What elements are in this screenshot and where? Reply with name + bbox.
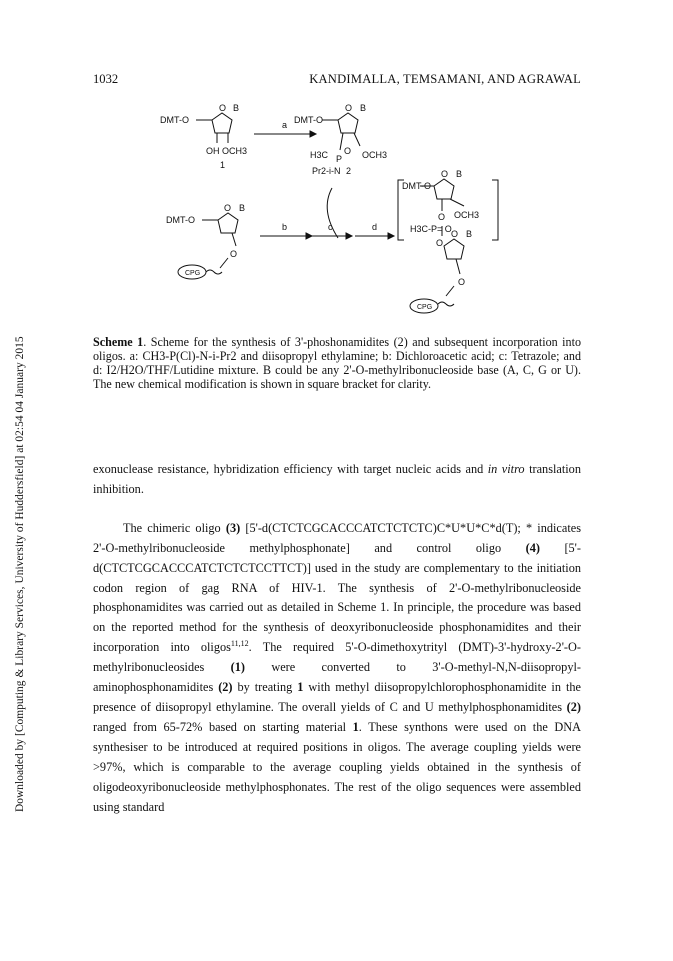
synthesis-scheme [150, 98, 510, 323]
p2-bold-4: (4) [525, 540, 540, 555]
p2-text-d: . The required 5'-O-dimethoxytrityl (DMT)-3'-hydroxy-2'-O-methylribonucleosides [93, 640, 581, 675]
scheme-caption [93, 335, 581, 391]
base-label-3: B [239, 203, 246, 213]
caption-label: Scheme 1 [93, 335, 144, 349]
p2-text-b: [5'-d(CTCTCGCACCCATCTCTCTC)C*U*U*C*d(T); * indicates 2'-O-methylribonucleoside methylphosphonate] and control oligo [93, 520, 582, 555]
base-label-2: B [360, 103, 367, 113]
download-notice-sidebar [2, 0, 26, 961]
p2-text-i: . These synthons were used on the DNA synthesiser to be introduced at required positions in oligos. The average coupling yields were >97%, which is comparable to the average coupling yields obtained in the synthesis of oligodeoxyribonucleoside methylphosphonates. The rest of the oligo sequences were assembled using standard [93, 719, 582, 814]
page-header [93, 72, 581, 88]
ring-oxygen-4: O [441, 169, 449, 179]
p2-bold-3: (3) [225, 520, 241, 535]
base-label-4: B [456, 169, 463, 179]
download-notice: Downloaded by [Computing & Library Services, University of Huddersfield] at 02:54 04 January 2015 [14, 336, 26, 812]
base-label-5: B [466, 229, 473, 239]
base-label-1: B [233, 103, 240, 113]
ribose-ring-1 [212, 113, 232, 133]
p1-text-end: translation inhibition. [93, 462, 581, 496]
p1-italic: in vitro [487, 462, 525, 476]
linker-oxygen-2: O [458, 277, 466, 287]
ring-oxygen-3: O [224, 203, 232, 213]
citation-superscript: 11,12 [230, 639, 249, 649]
ring-oxygen-2: O [345, 103, 353, 113]
step-d-label: d [372, 222, 378, 232]
p2-bold-1: (1) [230, 660, 246, 675]
paragraph-1 [93, 460, 581, 500]
ring-oxygen-5: O [451, 229, 459, 239]
dmt-label-2: DMT-O [294, 115, 323, 125]
dmt-label-1: DMT-O [160, 115, 189, 125]
body-text [93, 460, 581, 817]
paragraph-2 [93, 519, 581, 818]
dmt-label-3: DMT-O [166, 215, 195, 225]
p2-text-g: with methyl diisopropylchlorophosphonamidite in the presence of diisopropyl ethylamine. The overall yields of C and U methylphosphonamidites [93, 680, 581, 714]
phosphonate-oxygen-bottom: O [436, 238, 444, 248]
p2-bold-1c: 1 [352, 719, 359, 734]
p1-text-start: exonuclease resistance, hybridization efficiency with target nucleic acids and [93, 462, 488, 476]
cpg-label-1: CPG [185, 270, 201, 277]
running-head: KANDIMALLA, TEMSAMANI, AND AGRAWAL [309, 72, 581, 86]
cpg-label-2: CPG [417, 304, 433, 311]
phosphonate-oxygen-top: O [438, 212, 446, 222]
dmt-label-4: DMT-O [402, 181, 431, 191]
och3-label-1: OCH3 [362, 150, 388, 160]
p2-bold-2: (2) [218, 680, 233, 695]
p2-bold-2b: (2) [566, 699, 581, 714]
caption-text: . Scheme for the synthesis of 3'-phoshonamidites (2) and subsequent incorporation into oligos. a: CH3-P(Cl)-N-i-Pr2 and diisopropyl ethylamine; b: Dichloroacetic acid; c: Tetrazole; and d: I2/H2O/THF/Lutidine mixture. B could be any 2'-O-methylribonucleoside base (A, C, G or U). The new chemical modification is shown in square bracket for clarity. [93, 335, 581, 391]
ring-oxygen-1: O [219, 103, 227, 113]
step-b-label: b [282, 222, 288, 232]
p2-text-a: The chimeric oligo [123, 520, 226, 535]
step-c-label: c [328, 222, 333, 232]
p-oxygen-label: O [344, 146, 352, 156]
h3cp-o-label: H3C-P= O [410, 224, 452, 234]
ribose-ring-4 [434, 179, 454, 199]
step-a-label: a [282, 120, 288, 130]
compound-2-label: 2 [346, 166, 352, 176]
p-label-1: P [336, 154, 343, 164]
p2-text-h: ranged from 65-72% based on starting material [93, 719, 353, 734]
p2-text-e: were converted to 3'-O-methyl-N,N-diisopropyl-aminophosphonamidites [93, 660, 581, 695]
ribose-ring-5 [444, 239, 464, 259]
och3-label-2: OCH3 [454, 210, 480, 220]
ribose-ring-2 [338, 113, 358, 133]
page-number: 1032 [93, 72, 119, 86]
pri2n-label: Pr2-i-N [312, 166, 341, 176]
oh-och3-label: OH OCH3 [206, 146, 248, 156]
p2-text-f: by treating [232, 680, 298, 695]
linker-oxygen-1: O [230, 249, 238, 259]
p2-bold-1b: 1 [297, 680, 304, 695]
h3c-label-1: H3C [310, 150, 329, 160]
ribose-ring-3 [218, 213, 238, 233]
p2-text-c: [5'-d(CTCTCGCACCCATCTCTCTCCTTCT)] used in the study are complementary to the initiation codon region of gag RNA of HIV-1. The synthesis of 2'-O-methylribonucleoside phosphonamidites was carried out as detailed in Scheme 1. In principle, the procedure was based on the reported method for the synthesis of deoxyribonucleoside phosphonamidites and their incorporation into oligos [93, 540, 581, 655]
compound-1-label: 1 [220, 160, 226, 170]
